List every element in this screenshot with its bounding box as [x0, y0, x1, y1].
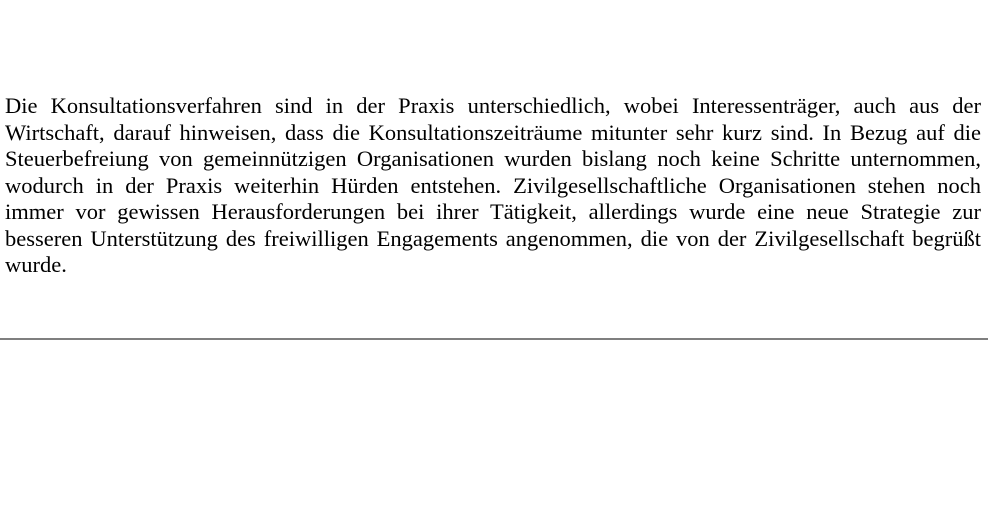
body-paragraph: Die Konsultationsverfahren sind in der Praxis unterschiedlich, wobei Interessenträger, auch aus der Wirtschaft, darauf hinweisen, dass die Konsultationszeiträume mitunter sehr kurz sind. In Bezug auf die Steuerbefreiung von gemeinnützigen Organisationen wurden bislang noch keine Schritte unternommen, wodurch in der Praxis weiterhin Hürden entstehen. Zivilgesellschaftliche Organisationen stehen noch immer vor gewissen Herausforderungen bei ihrer Tätigkeit, allerdings wurde eine neue Strategie zur besseren Unterstützung des freiwilligen Engagements angenommen, die von der Zivilgesellschaft begrüßt wurde.: [5, 93, 981, 277]
horizontal-divider: [0, 338, 988, 340]
